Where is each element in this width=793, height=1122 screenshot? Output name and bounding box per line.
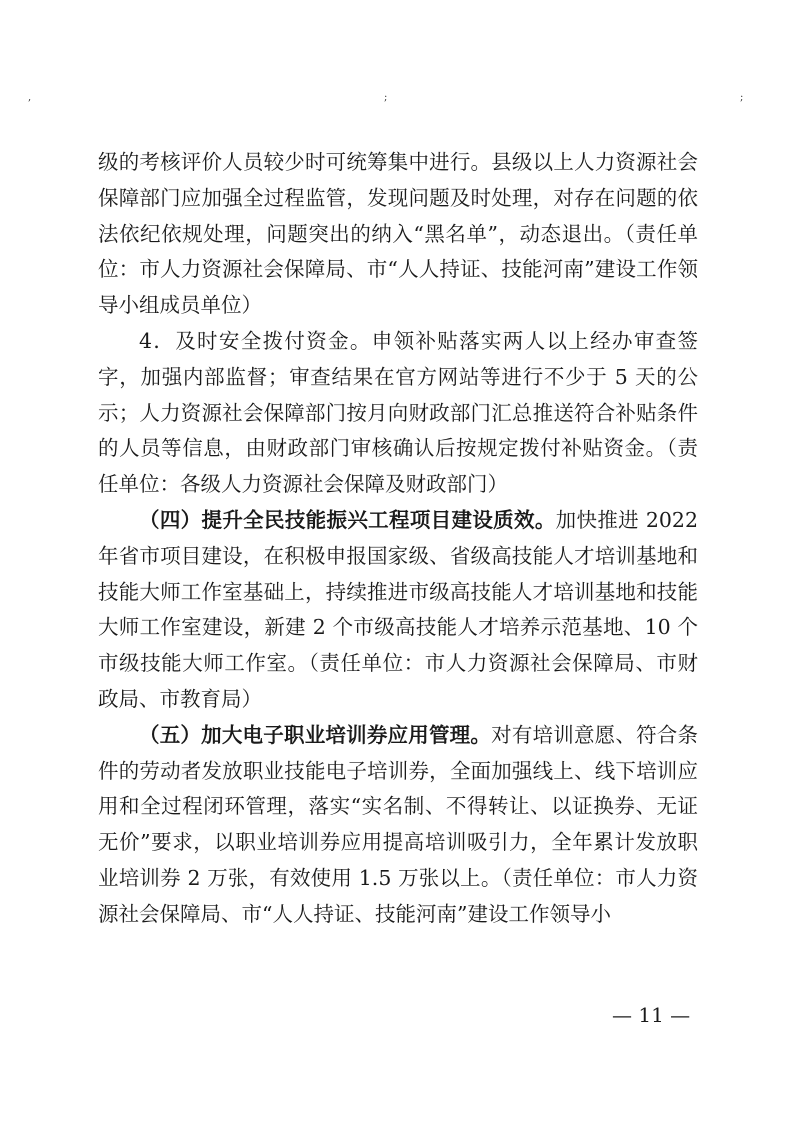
paragraph-text: 加快推进 2022 年省市项目建设，在积极申报国家级、省级高技能人才培训基地和技能大师工作室基础上，持续推进市级高技能人才培训基地和技能大师工作室建设，新建 2 个市级高技能人才培养示范基地、10 个市级技能大师工作室。（责任单位：市人力资源社会保障局、市财政局、市教育局） — [98, 507, 699, 711]
page-number: — 11 — — [612, 1003, 691, 1027]
paragraph-text: 对有培训意愿、符合条件的劳动者发放职业技能电子培训券，全面加强线上、线下培训应用和全过程闭环管理，落实“实名制、不得转让、以证换券、无证无价”要求，以职业培训券应用提高培训吸引力，全年累计发放职业培训券 2 万张，有效使用 1.5 万张以上。（责任单位：市人力资源社会保障局、市“人人持证、技能河南”建设工作领导小 — [98, 722, 699, 926]
paragraph-continuation — [98, 145, 698, 324]
body-text — [98, 145, 698, 933]
paragraph-text: 4．及时安全拨付资金。申领补贴落实两人以上经办审查签字，加强内部监督；审查结果在官方网站等进行不少于 5 天的公示；人力资源社会保障部门按月向财政部门汇总推送符合补贴条件的人员等信息，由财政部门审核确认后按规定拨付补贴资金。（责任单位：各级人力资源社会保障及财政部门） — [98, 328, 698, 497]
paragraph-text: 级的考核评价人员较少时可统筹集中进行。县级以上人力资源社会保障部门应加强全过程监管，发现问题及时处理，对存在问题的依法依纪依规处理，问题突出的纳入“黑名单”，动态退出。（责任单位：市人力资源社会保障局、市“人人持证、技能河南”建设工作领导小组成员单位） — [98, 150, 698, 318]
scan-mark-right: ; — [740, 92, 744, 103]
scan-mark-center: ; — [384, 92, 388, 103]
paragraph-section-4 — [98, 503, 698, 718]
paragraph-item-4 — [98, 324, 698, 503]
section-heading: （五）加大电子职业培训券应用管理。 — [139, 722, 492, 747]
scan-mark-left: , — [28, 92, 32, 103]
section-heading: （四）提升全民技能振兴工程项目建设质效。 — [139, 507, 556, 532]
paragraph-section-5 — [98, 718, 698, 933]
